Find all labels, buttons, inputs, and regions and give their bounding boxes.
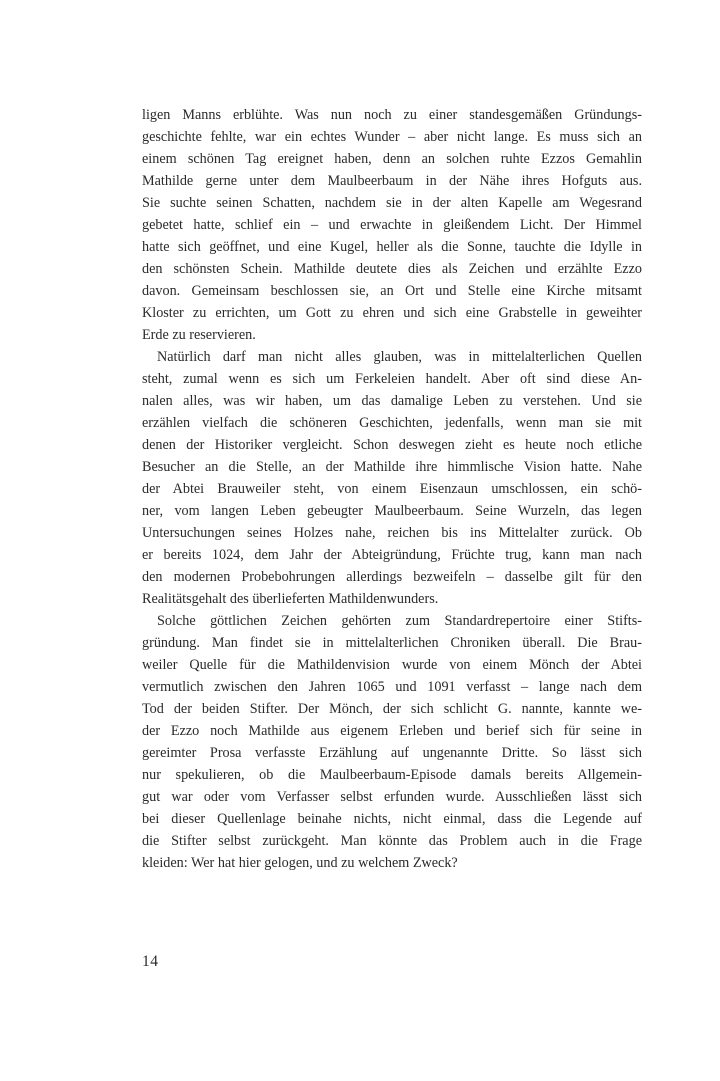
text-line: hatte sich geöffnet, und eine Kugel, heller als die Sonne, tauchte die Idylle in bbox=[142, 239, 642, 255]
text-line: Solche göttlichen Zeichen gehörten zum Standardrepertoire einer Stifts- bbox=[157, 613, 642, 629]
paragraph bbox=[142, 346, 642, 610]
text-line: Natürlich darf man nicht alles glauben, was in mittelalterlichen Quellen bbox=[157, 349, 642, 365]
text-line: gereimter Prosa verfasste Erzählung auf ungenannte Dritte. So lässt sich bbox=[142, 745, 642, 761]
text-line: steht, zumal wenn es sich um Ferkeleien handelt. Aber oft sind diese An- bbox=[142, 371, 642, 387]
text-line: Besucher an die Stelle, an der Mathilde ihre himmlische Vision hatte. Nahe bbox=[142, 459, 642, 475]
text-line: einem schönen Tag ereignet haben, denn an solchen ruhte Ezzos Gemahlin bbox=[142, 151, 642, 167]
text-line: der Ezzo noch Mathilde aus eigenem Erleben und berief sich für seine in bbox=[142, 723, 642, 739]
text-line: denen der Historiker vergleicht. Schon deswegen zieht es heute noch etliche bbox=[142, 437, 642, 453]
text-line: vermutlich zwischen den Jahren 1065 und 1091 verfasst – lange nach dem bbox=[142, 679, 642, 695]
paragraph bbox=[142, 104, 642, 346]
text-line: davon. Gemeinsam beschlossen sie, an Ort und Stelle eine Kirche mitsamt bbox=[142, 283, 642, 299]
text-line: ligen Manns erblühte. Was nun noch zu einer standesgemäßen Gründungs- bbox=[142, 107, 642, 123]
text-line: geschichte fehlte, war ein echtes Wunder – aber nicht lange. Es muss sich an bbox=[142, 129, 642, 145]
text-line: Mathilde gerne unter dem Maulbeerbaum in der Nähe ihres Hofguts aus. bbox=[142, 173, 642, 189]
text-line: gründung. Man findet sie in mittelalterlichen Chroniken überall. Die Brau- bbox=[142, 635, 642, 651]
text-line: ner, vom langen Leben gebeugter Maulbeerbaum. Seine Wurzeln, das legen bbox=[142, 503, 642, 519]
text-line: den schönsten Schein. Mathilde deutete dies als Zeichen und erzählte Ezzo bbox=[142, 261, 642, 277]
text-line: den modernen Probebohrungen allerdings bezweifeln – dasselbe gilt für den bbox=[142, 569, 642, 585]
text-line: erzählen vielfach die schöneren Geschichten, jedenfalls, wenn man sie mit bbox=[142, 415, 642, 431]
text-line: nalen alles, was wir haben, um das damalige Leben zu verstehen. Und sie bbox=[142, 393, 642, 409]
page-number: 14 bbox=[142, 953, 159, 970]
text-line: Sie suchte seinen Schatten, nachdem sie in der alten Kapelle am Wegesrand bbox=[142, 195, 642, 211]
text-line: Kloster zu errichten, um Gott zu ehren und sich eine Grabstelle in geweihter bbox=[142, 305, 642, 321]
text-line: der Abtei Brauweiler steht, von einem Eisenzaun umschlossen, ein schö- bbox=[142, 481, 642, 497]
text-line: Tod der beiden Stifter. Der Mönch, der sich schlicht G. nannte, kannte we- bbox=[142, 701, 642, 717]
text-line: nur spekulieren, ob die Maulbeerbaum-Episode damals bereits Allgemein- bbox=[142, 767, 642, 783]
text-line: bei dieser Quellenlage beinahe nichts, nicht einmal, dass die Legende auf bbox=[142, 811, 642, 827]
text-line: die Stifter selbst zurückgeht. Man könnte das Problem auch in die Frage bbox=[142, 833, 642, 849]
text-line: kleiden: Wer hat hier gelogen, und zu welchem Zweck? bbox=[142, 855, 458, 871]
text-line: gut war oder vom Verfasser selbst erfunden wurde. Ausschließen lässt sich bbox=[142, 789, 642, 805]
text-line: gebetet hatte, schlief ein – und erwachte in gleißendem Licht. Der Himmel bbox=[142, 217, 642, 233]
text-line: Realitätsgehalt des überlieferten Mathildenwunders. bbox=[142, 591, 439, 607]
text-line: Erde zu reservieren. bbox=[142, 327, 256, 343]
paragraph bbox=[142, 610, 642, 874]
text-line: er bereits 1024, dem Jahr der Abteigründung, Früchte trug, kann man nach bbox=[142, 547, 642, 563]
body-text bbox=[142, 104, 642, 874]
text-line: weiler Quelle für die Mathildenvision wurde von einem Mönch der Abtei bbox=[142, 657, 642, 673]
text-line: Untersuchungen seines Holzes nahe, reichen bis ins Mittelalter zurück. Ob bbox=[142, 525, 642, 541]
